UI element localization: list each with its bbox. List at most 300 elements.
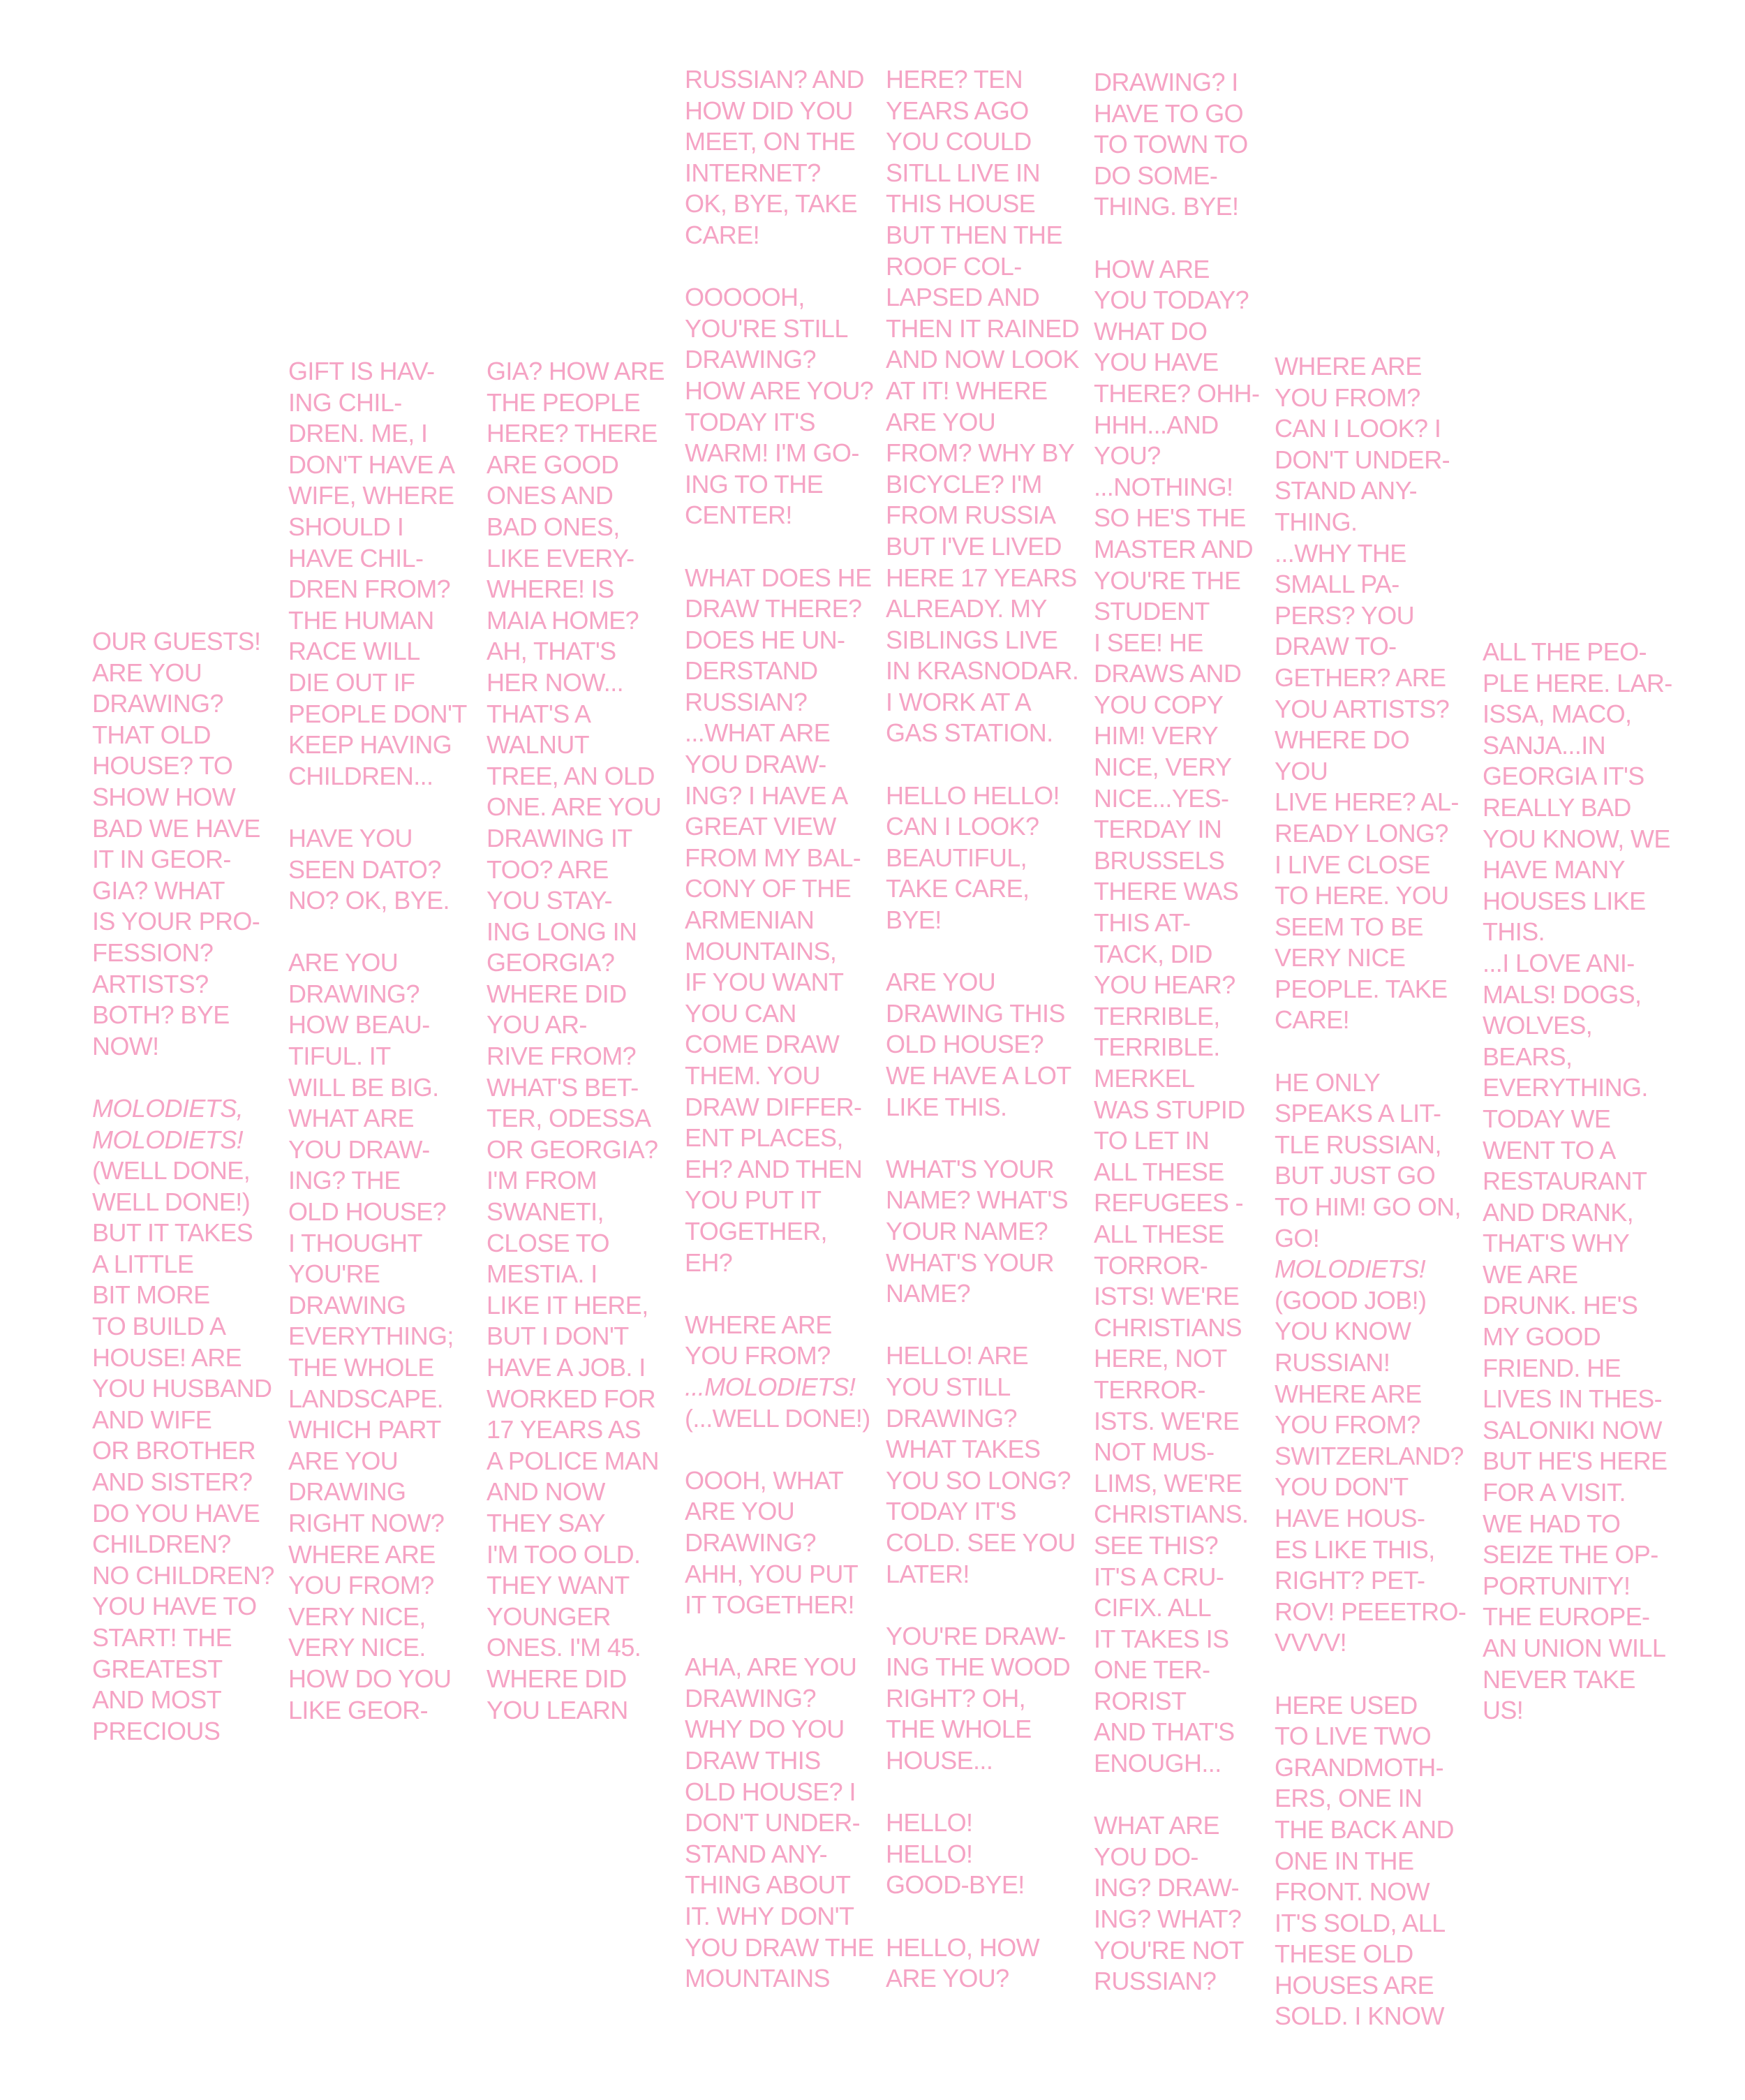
text-line: CHILDREN...	[288, 761, 433, 790]
text-line: OR BROTHER	[92, 1436, 256, 1465]
text-line: WHAT ARE	[288, 1104, 414, 1133]
text-line: RUSSIAN!	[1275, 1348, 1390, 1377]
text-line: MESTIA. I	[487, 1259, 597, 1289]
text-line: AND MOST	[92, 1685, 222, 1715]
text-line: RIVE FROM?	[487, 1042, 637, 1071]
text-line: TORROR-	[1094, 1250, 1208, 1280]
text-line: THIS AT-	[1094, 908, 1191, 938]
text-line: ALL THE PEO-	[1483, 637, 1647, 666]
text-line: ENT PLACES,	[685, 1123, 843, 1153]
text-column-6	[1094, 67, 1268, 1997]
text-line: THING.	[1275, 507, 1358, 536]
text-line: YOU LEARN	[487, 1695, 628, 1724]
text-line: ES LIKE THIS,	[1275, 1535, 1435, 1564]
text-line: AT IT! WHERE	[886, 376, 1048, 405]
text-line: THE BACK AND	[1275, 1814, 1454, 1844]
text-line: EH?	[685, 1248, 733, 1277]
text-line: FRONT. NOW	[1275, 1877, 1430, 1907]
text-line: YOU COPY	[1094, 690, 1224, 719]
text-line: US!	[1483, 1696, 1524, 1725]
text-line: FROM MY BAL-	[685, 843, 861, 872]
text-line: LIKE EVERY-	[487, 543, 634, 572]
text-line: BUT HE'S HERE	[1483, 1447, 1668, 1476]
text-line: WHY DO YOU	[685, 1715, 845, 1744]
text-line: YOU FROM?	[685, 1341, 831, 1370]
text-line: THE WHOLE	[288, 1353, 434, 1382]
text-line: WHAT DO	[1094, 316, 1208, 346]
text-line: TERDAY IN	[1094, 815, 1222, 844]
text-line: ...I LOVE ANI-	[1483, 948, 1635, 977]
text-line: 17 YEARS AS	[487, 1415, 641, 1444]
text-line: AND WIFE	[92, 1405, 212, 1434]
paragraph-gap	[886, 749, 1088, 781]
text-line: NO? OK, BYE.	[288, 886, 450, 915]
text-line: BEARS,	[1483, 1042, 1573, 1071]
text-line: DRAWING	[288, 1290, 406, 1319]
text-line: TOGETHER,	[685, 1216, 827, 1245]
text-line: FESSION?	[92, 938, 214, 967]
text-line: ING CHIL-	[288, 387, 402, 417]
text-line: VERY NICE.	[288, 1633, 426, 1662]
paragraph-gap	[685, 531, 879, 563]
text-line: SWITZERLAND?	[1275, 1441, 1464, 1470]
text-line: ROOF COL-	[886, 251, 1022, 281]
text-line: RIGHT? PET-	[1275, 1566, 1425, 1595]
text-line: HAVE A JOB. I	[487, 1353, 646, 1382]
text-line: MY GOOD	[1483, 1322, 1601, 1352]
text-line: YOU CAN	[685, 998, 796, 1028]
text-line: YOU HAVE TO	[92, 1592, 257, 1621]
text-line: HOW ARE YOU?	[685, 376, 874, 405]
text-line: HOW DID YOU	[685, 96, 853, 125]
text-line: FROM RUSSIA	[886, 501, 1056, 530]
text-column-2	[288, 356, 480, 1726]
text-line: AND SISTER?	[92, 1467, 253, 1497]
paragraph-gap	[1094, 1780, 1268, 1811]
text-line: HIM! VERY	[1094, 721, 1218, 750]
text-line: AHA, ARE YOU	[685, 1652, 857, 1682]
text-line: OLD HOUSE?	[886, 1030, 1044, 1059]
text-line: CAN I LOOK?	[886, 812, 1039, 841]
paragraph-gap	[1275, 1659, 1466, 1690]
text-line: IN KRASNODAR.	[886, 656, 1079, 686]
text-line: IT'S SOLD, ALL	[1275, 1908, 1446, 1937]
text-line: TO BUILD A	[92, 1312, 226, 1341]
text-line: DRAWING IT	[487, 823, 632, 852]
text-line: GIFT IS HAV-	[288, 357, 435, 385]
text-line: THIS.	[1483, 917, 1545, 947]
text-line: WHAT'S YOUR	[886, 1154, 1054, 1183]
text-column-5	[886, 64, 1088, 1995]
text-line: WHERE DID	[487, 979, 627, 1008]
paragraph-gap	[886, 1123, 1088, 1154]
text-line: SO HE'S THE	[1094, 503, 1246, 533]
text-line: YOU'RE NOT	[1094, 1935, 1244, 1965]
text-line: OR GEORGIA?	[487, 1134, 658, 1164]
text-column-8	[1483, 637, 1675, 1726]
text-line: MEET, ON THE	[685, 127, 856, 156]
text-line: OOOOOH,	[685, 283, 805, 312]
text-line: TO TOWN TO	[1094, 130, 1248, 159]
text-line: THE HUMAN	[288, 605, 434, 635]
text-line: DRAWING	[288, 1477, 406, 1507]
text-line: DIE OUT IF	[288, 667, 415, 697]
text-line: YOU HAVE	[1094, 348, 1219, 377]
text-line: WE ARE	[1483, 1259, 1578, 1289]
text-column-3	[487, 356, 678, 1726]
text-line: BUT IT TAKES	[92, 1218, 253, 1248]
text-line: MERKEL	[1094, 1064, 1195, 1093]
text-line: MOLODIETS!	[1275, 1255, 1426, 1284]
text-line: SPEAKS A LIT-	[1275, 1099, 1441, 1128]
text-line: YOU PUT IT	[685, 1185, 822, 1215]
text-line: WHERE ARE	[288, 1539, 436, 1569]
text-line: OUR GUESTS!	[92, 627, 261, 656]
text-line: WELL DONE!)	[92, 1187, 251, 1216]
paragraph-gap	[685, 1621, 879, 1652]
text-line: AND DRANK,	[1483, 1197, 1634, 1227]
text-line: ERS, ONE IN	[1275, 1784, 1423, 1813]
text-line: TO LIVE TWO	[1275, 1722, 1432, 1751]
text-line: LIVES IN THES-	[1483, 1384, 1663, 1414]
text-line: GOOD-BYE!	[886, 1870, 1025, 1900]
text-line: ARE YOU	[886, 407, 996, 436]
text-line: ...WHAT ARE	[685, 718, 831, 748]
text-line: GRANDMOTH-	[1275, 1752, 1443, 1782]
text-line: I SEE! HE	[1094, 628, 1203, 657]
text-line: WHERE ARE	[1275, 352, 1422, 380]
text-line: SANJA...IN	[1483, 730, 1606, 760]
text-line: STAND ANY-	[685, 1839, 828, 1868]
text-line: REFUGEES -	[1094, 1188, 1244, 1218]
paragraph-gap	[685, 1434, 879, 1465]
paragraph-gap	[685, 251, 879, 283]
text-line: I LIVE CLOSE	[1275, 850, 1430, 879]
text-line: DRAWING?	[685, 1528, 816, 1557]
text-line: LIKE IT HERE,	[487, 1290, 648, 1319]
text-line: TAKE CARE,	[886, 874, 1030, 903]
text-line: DRAW THERE?	[685, 594, 862, 623]
text-line: YOU ARTISTS?	[1275, 694, 1450, 723]
text-line: BAD ONES,	[487, 512, 620, 541]
text-line: A LITTLE	[92, 1249, 194, 1278]
text-line: IT TAKES IS	[1094, 1624, 1229, 1653]
text-line: HERE, NOT	[1094, 1344, 1227, 1373]
text-line: TODAY IT'S	[886, 1497, 1016, 1526]
text-line: TODAY IT'S	[685, 407, 815, 436]
text-line: ING? WHAT?	[1094, 1905, 1242, 1934]
text-line: SIBLINGS LIVE	[886, 625, 1058, 654]
text-line: EH? AND THEN	[685, 1154, 863, 1183]
text-line: LIKE GEOR-	[288, 1695, 429, 1724]
paragraph-gap	[288, 792, 480, 823]
text-line: RUSSIAN?	[685, 687, 808, 716]
text-line: HELLO HELLO!	[886, 781, 1060, 810]
text-line: I WORK AT A	[886, 687, 1032, 716]
text-line: RORIST	[1094, 1686, 1187, 1715]
text-line: DON'T UNDER-	[1275, 445, 1450, 474]
text-line: ALREADY. MY	[886, 594, 1047, 623]
text-line: FOR A VISIT.	[1483, 1478, 1626, 1507]
text-line: COLD. SEE YOU	[886, 1528, 1076, 1557]
text-line: EVERYTHING;	[288, 1322, 454, 1351]
text-line: ARE YOU	[288, 1446, 399, 1475]
text-line: ISTS! WE'RE	[1094, 1282, 1240, 1311]
text-line: WHAT'S BET-	[487, 1072, 639, 1102]
text-line: ONE TER-	[1094, 1655, 1210, 1685]
text-line: RACE WILL	[288, 637, 420, 666]
text-line: ARE YOU	[92, 658, 202, 687]
paragraph-gap	[288, 917, 480, 948]
text-line: YOU FROM?	[1275, 383, 1420, 412]
text-line: ALL THESE	[1094, 1157, 1224, 1186]
text-line: HOW ARE	[1094, 254, 1210, 283]
text-line: YOUR NAME?	[886, 1216, 1048, 1245]
text-line: AH, THAT'S	[487, 637, 616, 666]
text-line: ARE YOU?	[886, 1964, 1009, 1993]
text-line: WHAT TAKES	[886, 1435, 1041, 1464]
text-line: OK, BYE, TAKE	[685, 189, 857, 219]
text-line: TO HERE. YOU	[1275, 881, 1449, 910]
text-line: YOU SO LONG?	[886, 1465, 1071, 1495]
text-line: ONES AND	[487, 481, 614, 510]
text-line: KEEP HAVING	[288, 730, 452, 760]
text-line: FROM? WHY BY	[886, 438, 1075, 468]
text-line: GAS STATION.	[886, 718, 1053, 748]
text-line: HHH...AND	[1094, 410, 1219, 439]
text-line: WENT TO A	[1483, 1135, 1616, 1164]
text-line: YOU'RE DRAW-	[886, 1621, 1066, 1650]
text-line: ARE YOU	[886, 968, 996, 997]
text-line: DRAW DIFFER-	[685, 1092, 862, 1121]
text-line: EVERYTHING.	[1483, 1073, 1648, 1102]
text-line: ARMENIAN	[685, 905, 815, 935]
text-line: DRAWS AND	[1094, 659, 1242, 688]
text-line: NAME?	[886, 1279, 971, 1308]
text-line: BIT MORE	[92, 1280, 210, 1310]
text-line: NAME? WHAT'S	[886, 1185, 1069, 1215]
text-line: HELLO, HOW	[886, 1932, 1040, 1962]
text-line: CIFIX. ALL	[1094, 1593, 1212, 1622]
text-line: OLD HOUSE?	[288, 1197, 447, 1227]
text-line: YOU KNOW, WE	[1483, 824, 1670, 853]
text-line: MALS! DOGS,	[1483, 979, 1642, 1009]
text-line: PEOPLE. TAKE	[1275, 974, 1448, 1003]
text-line: RUSSIAN? AND	[685, 65, 864, 94]
text-line: DRAWING?	[92, 689, 223, 718]
text-line: A POLICE MAN	[487, 1446, 659, 1475]
text-line: NICE, VERY	[1094, 753, 1232, 782]
text-line: NOW!	[92, 1031, 159, 1060]
text-line: HELLO!	[886, 1839, 973, 1868]
text-line: RESTAURANT	[1483, 1167, 1647, 1196]
text-line: DRAW THIS	[685, 1746, 821, 1775]
text-line: SMALL PA-	[1275, 570, 1399, 599]
text-line: (GOOD JOB!)	[1275, 1285, 1427, 1315]
text-line: GO!	[1275, 1223, 1320, 1252]
paragraph-gap	[1094, 223, 1268, 254]
text-line: DREN FROM?	[288, 575, 451, 604]
text-line: WHICH PART	[288, 1415, 441, 1444]
text-line: NEVER TAKE	[1483, 1664, 1635, 1694]
text-line: SHOW HOW	[92, 782, 236, 811]
text-line: SWANETI,	[487, 1197, 604, 1227]
text-line: MOLODIETS,	[92, 1093, 244, 1123]
text-line: LIMS, WE'RE	[1094, 1468, 1242, 1498]
text-line: HE ONLY	[1275, 1067, 1381, 1097]
text-line: DON'T UNDER-	[685, 1808, 861, 1838]
text-line: HAVE CHIL-	[288, 543, 424, 572]
text-line: LIKE THIS.	[886, 1092, 1007, 1121]
text-line: I'M TOO OLD.	[487, 1539, 641, 1569]
text-line: TLE RUSSIAN,	[1275, 1130, 1441, 1159]
text-line: AND NOW LOOK	[886, 345, 1079, 374]
text-line: THIS HOUSE	[886, 189, 1036, 219]
text-line: THE PEOPLE	[487, 387, 641, 417]
text-line: SEE THIS?	[1094, 1530, 1219, 1560]
text-line: AND NOW	[487, 1477, 605, 1507]
text-line: HAVE MANY	[1483, 855, 1625, 885]
text-line: RUSSIAN?	[1094, 1967, 1217, 1996]
text-line: IT IN GEOR-	[92, 845, 231, 874]
text-line: READY LONG?	[1275, 818, 1448, 848]
text-line: PERS? YOU	[1275, 600, 1415, 630]
text-line: PRECIOUS	[92, 1716, 221, 1745]
text-line: ING? I HAVE A	[685, 781, 848, 810]
text-line: HELLO! ARE	[886, 1341, 1029, 1370]
text-line: IT TOGETHER!	[685, 1590, 854, 1620]
text-line: CARE!	[685, 220, 760, 249]
text-line: HOUSE...	[886, 1746, 993, 1775]
text-line: YOU STILL	[886, 1372, 1011, 1401]
text-line: IT'S A CRU-	[1094, 1562, 1224, 1591]
text-line: YOU DRAW THE	[685, 1932, 874, 1962]
text-line: GREAT VIEW	[685, 812, 836, 841]
text-line: DRAWING THIS	[886, 998, 1065, 1028]
text-line: TREE, AN OLD	[487, 761, 655, 790]
text-line: LANDSCAPE.	[288, 1384, 444, 1413]
text-line: HOW BEAU-	[288, 1010, 430, 1040]
text-line: SALONIKI NOW	[1483, 1415, 1662, 1444]
text-line: TODAY WE	[1483, 1104, 1611, 1133]
text-line: YOU TODAY?	[1094, 286, 1249, 315]
text-line: HOW DO YOU	[288, 1664, 452, 1693]
text-line: DRUNK. HE'S	[1483, 1291, 1638, 1320]
text-line: HERE 17 YEARS	[886, 563, 1077, 592]
text-line: STAND ANY-	[1275, 476, 1418, 505]
text-line: DRAWING? I	[1094, 68, 1238, 96]
text-line: HELLO!	[886, 1808, 973, 1838]
text-line: BEAUTIFUL,	[886, 843, 1027, 872]
text-line: ALL THESE	[1094, 1219, 1224, 1248]
text-line: CHILDREN?	[92, 1530, 231, 1559]
paragraph-gap	[886, 1590, 1088, 1621]
text-line: CARE!	[1275, 1005, 1350, 1035]
text-line: ONE IN THE	[1275, 1846, 1414, 1875]
text-line: WE HAVE A LOT	[886, 1061, 1071, 1090]
text-line: CENTER!	[685, 501, 792, 530]
text-line: (WELL DONE,	[92, 1156, 251, 1185]
text-line: BUT I DON'T	[487, 1322, 629, 1351]
text-line: YOU FROM?	[1275, 1410, 1420, 1440]
text-line: BAD WE HAVE	[92, 813, 260, 843]
paragraph-gap	[886, 1310, 1088, 1341]
text-line: CAN I LOOK? I	[1275, 414, 1441, 443]
text-line: YEARS AGO	[886, 96, 1029, 125]
text-line: HOUSES ARE	[1275, 1970, 1434, 1999]
text-line: DRAW TO-	[1275, 632, 1397, 661]
text-line: GREATEST	[92, 1654, 223, 1683]
text-line: DRAWING?	[288, 979, 419, 1008]
text-line: GEORGIA?	[487, 948, 615, 977]
text-line: INTERNET?	[685, 158, 821, 187]
text-line: SEIZE THE OP-	[1483, 1540, 1658, 1569]
text-line: THERE? OHH-	[1094, 378, 1260, 408]
text-line: ...NOTHING!	[1094, 472, 1233, 501]
text-line: PEOPLE DON'T	[288, 699, 467, 728]
text-line: GIA? HOW ARE	[487, 357, 664, 385]
text-line: THEY SAY	[487, 1508, 605, 1537]
text-line: THEM. YOU	[685, 1061, 820, 1090]
text-line: WHERE DO YOU	[1275, 725, 1410, 785]
text-line: ING? DRAW-	[1094, 1873, 1240, 1902]
text-line: ING THE WOOD	[886, 1652, 1071, 1682]
text-line: HOUSE! ARE	[92, 1343, 242, 1372]
text-line: WHERE ARE	[1275, 1379, 1422, 1408]
text-line: WHERE! IS	[487, 575, 614, 604]
text-line: THERE WAS	[1094, 877, 1239, 906]
text-line: ARE YOU	[685, 1497, 795, 1526]
text-line: REALLY BAD	[1483, 792, 1631, 822]
text-line: ...WHY THE	[1275, 538, 1406, 568]
text-line: AHH, YOU PUT	[685, 1559, 859, 1588]
text-line: MOUNTAINS	[685, 1964, 830, 1993]
text-line: YOU DO-	[1094, 1842, 1198, 1871]
text-line: DO YOU HAVE	[92, 1498, 260, 1528]
text-line: DO SOME-	[1094, 161, 1218, 190]
text-line: YOUNGER	[487, 1602, 611, 1631]
text-line: ING TO THE	[685, 469, 824, 498]
text-line: THING ABOUT	[685, 1870, 851, 1900]
text-line: WHERE ARE	[685, 1310, 832, 1339]
text-line: DRAWING?	[886, 1403, 1017, 1433]
text-line: ONE. ARE YOU	[487, 792, 662, 822]
text-line: ARE YOU	[288, 948, 399, 977]
text-line: THAT OLD	[92, 720, 211, 749]
text-line: HAVE TO GO	[1094, 98, 1244, 128]
text-line: YOU AR-	[487, 1010, 587, 1040]
paragraph-gap	[886, 1901, 1088, 1932]
text-line: HERE? TEN	[886, 65, 1023, 94]
text-line: YOU'RE	[288, 1259, 380, 1289]
text-line: TERROR-	[1094, 1375, 1205, 1404]
text-line: HAVE HOUS-	[1275, 1503, 1425, 1532]
text-line: WHAT DOES HE	[685, 563, 872, 592]
text-line: IT. WHY DON'T	[685, 1902, 854, 1931]
text-line: YOU?	[1094, 441, 1161, 471]
paragraph-gap	[886, 1777, 1088, 1808]
paragraph-gap	[685, 1278, 879, 1310]
text-line: LIVE HERE? AL-	[1275, 788, 1459, 817]
text-line: TERRIBLE,	[1094, 1001, 1220, 1030]
text-line: WILL BE BIG.	[288, 1072, 439, 1102]
text-line: HER NOW...	[487, 667, 624, 697]
text-line: WOLVES,	[1483, 1011, 1593, 1040]
text-line: I THOUGHT	[288, 1228, 422, 1257]
text-column-4	[685, 64, 879, 1995]
text-line: OOOH, WHAT	[685, 1465, 844, 1495]
text-line: DON'T HAVE A	[288, 450, 455, 479]
